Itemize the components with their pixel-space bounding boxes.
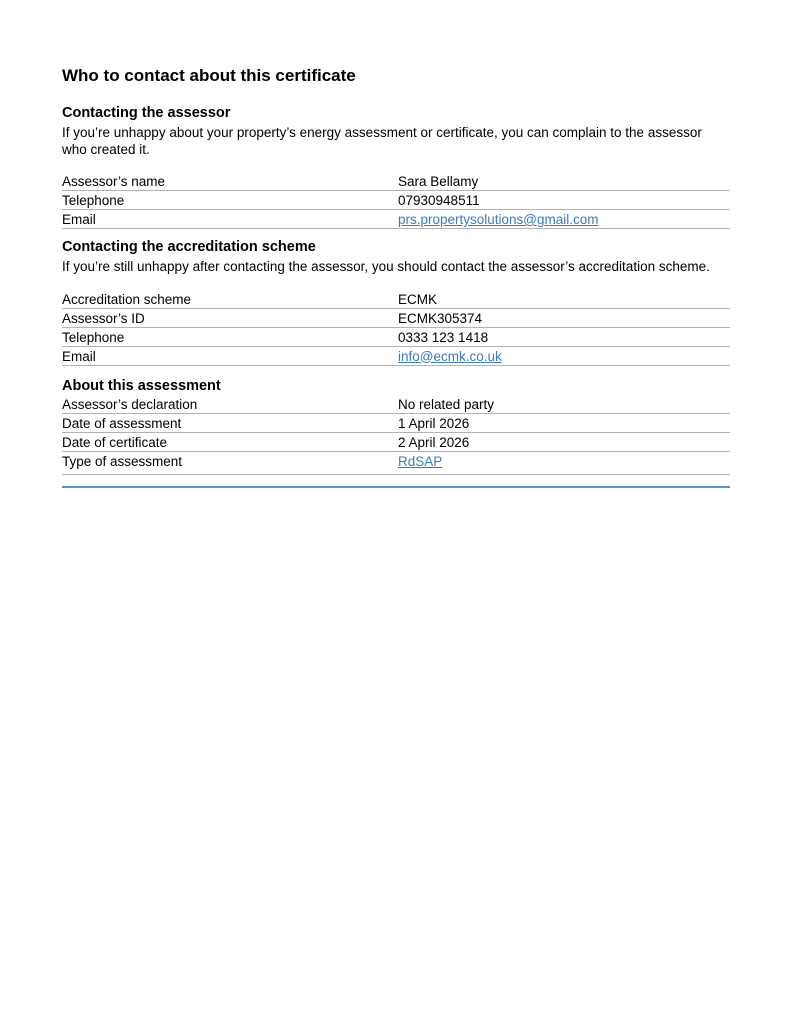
rdsap-link[interactable]: RdSAP: [398, 453, 443, 469]
row-value: 1 April 2026: [398, 415, 470, 431]
row-label: Assessor’s ID: [62, 310, 145, 326]
accreditation-scheme-heading: Contacting the accreditation scheme: [62, 239, 316, 255]
row-label: Date of assessment: [62, 415, 182, 431]
row-value: 07930948511: [398, 193, 480, 208]
row-value: No related party: [398, 396, 495, 412]
row-label: Telephone: [62, 329, 125, 345]
row-label: Date of certificate: [62, 434, 168, 450]
row-label: Accreditation scheme: [62, 291, 192, 307]
page-title: Who to contact about this certificate: [62, 66, 356, 85]
row-value: Sara Bellamy: [398, 174, 479, 189]
table-row-assessor-telephone: [62, 191, 730, 210]
row-label: Email: [62, 212, 96, 227]
row-label: Telephone: [62, 193, 125, 208]
scheme-email-link[interactable]: info@ecmk.co.uk: [398, 348, 502, 364]
table-row-scheme-telephone: [62, 328, 730, 347]
accreditation-details-table: [62, 290, 730, 366]
row-value: [398, 454, 730, 469]
row-value: [398, 349, 730, 364]
row-value: ECMK305374: [398, 310, 483, 326]
contacting-assessor-heading: Contacting the assessor: [62, 105, 231, 121]
table-row-assessor-declaration: [62, 395, 730, 414]
section-contacting-assessor: [62, 105, 730, 229]
assessor-details-table: [62, 172, 730, 229]
row-label: Type of assessment: [62, 453, 183, 469]
table-row-date-of-certificate: [62, 433, 730, 452]
contacting-assessor-description: If you’re unhappy about your property’s energy assessment or certificate, you can complain to the assessor who created it.: [62, 125, 702, 157]
about-assessment-heading: About this assessment: [62, 377, 221, 394]
row-value: 0333 123 1418: [398, 329, 489, 345]
table-row-date-of-assessment: [62, 414, 730, 433]
section-about-this-assessment: [62, 378, 730, 475]
table-row-type-of-assessment: [62, 452, 730, 475]
assessment-details-table: [62, 395, 730, 475]
row-label: Assessor’s declaration: [62, 396, 198, 412]
assessor-email-link[interactable]: prs.propertysolutions@gmail.com: [398, 212, 599, 227]
table-row-accreditation-scheme: [62, 290, 730, 309]
table-row-assessor-id: [62, 309, 730, 328]
section-divider: [62, 486, 730, 488]
table-row-assessor-email: [62, 210, 730, 229]
row-value: ECMK: [398, 291, 438, 307]
section-contacting-accreditation-scheme: [62, 239, 730, 366]
row-label: Email: [62, 348, 96, 364]
row-value: 2 April 2026: [398, 434, 470, 450]
table-row-assessor-name: [62, 172, 730, 191]
table-row-scheme-email: [62, 347, 730, 366]
row-label: Assessor’s name: [62, 174, 166, 189]
row-value: [398, 212, 730, 227]
accreditation-scheme-description: If you’re still unhappy after contacting the assessor, you should contact the assessor’s accreditation scheme.: [62, 259, 710, 274]
